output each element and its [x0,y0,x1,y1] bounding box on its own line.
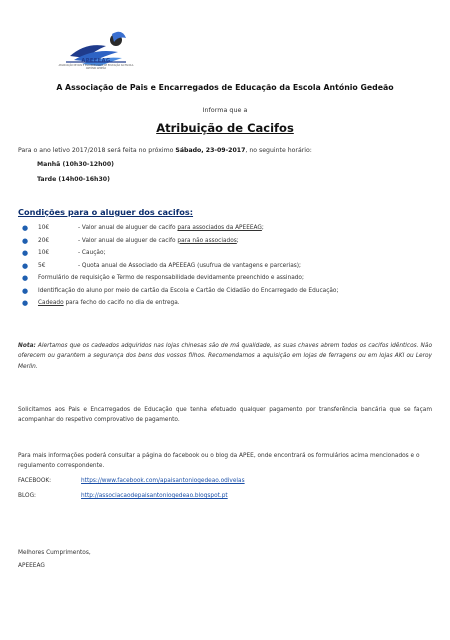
amount: 5€ [38,262,46,269]
bullet-icon: ● [22,224,29,232]
condition-underlined: Cadeado [38,300,64,306]
facebook-link[interactable]: https://www.facebook.com/apaisantoniogedeao.odivelas [81,478,245,484]
list-item [18,247,438,260]
condition-underlined: para não associados [177,237,237,244]
schedule-afternoon: Tarde (14h00-16h30) [37,176,110,183]
document-title: Atribuição de Cacifos [156,121,294,135]
blog-row [18,493,228,499]
bullet-icon: ● [22,249,29,257]
bullet-icon: ● [22,299,29,307]
note-text: Alertamos que os cadeados adquiridos nas lojas chinesas são de má qualidade, as suas chaves abrem todos os cacifos idênticos. Não oferecem ou garantem a segurança dos bens dos vossos filhos. Recomendamos a aquisição em lojas de ferragens ou em lojas AKI ou Leroy Merlin. [18,343,432,370]
list-item [18,235,438,248]
condition-tail: ; [261,225,264,231]
condition-tail: para fecho do cacifo no dia de entrega. [63,300,180,306]
schedule-morning: Manhã (10h30-12h00) [37,161,114,168]
bullet-icon: ● [22,261,29,270]
amount: 10€ [38,225,50,231]
condition-text: Identificação do aluno por meio de cartão da Escola e Cartão de Cidadão do Encarregado de Educação; [38,287,339,294]
association-name: A Associação de Pais e Encarregados de Educação da Escola António Gedeão [56,83,394,92]
list-item [18,222,438,235]
conditions-list [18,222,438,310]
condition-text: Formulário de requisição e Termo de responsabilidade devidamente preenchido e assinado; [38,275,304,281]
amount: 20€ [38,237,50,244]
closing-greeting: Melhores Cumprimentos, [18,550,91,556]
facebook-row [18,478,245,484]
more-info-paragraph: Para mais informações poderá consultar a página do facebook ou o blog da APEE, onde encontrará os formulários acima mencionados e o regulamento correspondente. [18,453,420,470]
blog-label: BLOG: [18,493,37,499]
informa-text: Informa que a [202,106,248,114]
condition-text: - Quota anual de Associado da APEEEAG (usufrua de vantagens e parcerias); [78,262,301,269]
condition-tail: ; [236,237,239,244]
list-item [18,285,438,298]
note-label: Nota: [18,343,36,349]
payment-paragraph: Solicitamos aos Pais e Encarregados de Educação que tenha efetuado qualquer pagamento por transferência bancária que se façam acompanhar do respetivo comprovativo de pagamento. [18,407,432,424]
list-item [18,260,438,273]
amount: 10€ [38,250,50,256]
note-paragraph [18,341,432,372]
list-item [18,297,438,310]
intro-date: Sábado, 23-09-2017 [175,147,246,154]
bullet-icon: ● [22,236,29,245]
facebook-label: FACEBOOK: [18,478,52,484]
intro-prefix: Para o ano letivo 2017/2018 será feita no próximo [18,147,176,154]
condition-underlined: para associados da APEEEAG [177,225,262,231]
condition-text: - Valor anual de aluguer de cacifo [78,237,178,244]
logo-name: APEEEAG [81,58,111,64]
condition-text: - Valor anual de aluguer de cacifo [78,225,178,231]
logo-subtitle: ASSOCIAÇÃO DE PAIS E ENCARREGADOS DE EDUCAÇÃO DA ESCOLA ANTÓNIO GEDEÃO [58,64,134,70]
bullet-icon: ● [22,286,29,295]
condition-text: - Caução; [78,250,106,256]
list-item [18,272,438,285]
intro-paragraph [18,147,312,154]
signature: APEEEAG [18,563,45,569]
blog-link[interactable]: http://associacaodepaisantoniogedeao.blogspot.pt [81,493,228,499]
bullet-icon: ● [22,274,29,282]
conditions-title: Condições para o aluguer dos cacifos: [18,207,194,217]
intro-suffix: , no seguinte horário: [245,147,312,154]
